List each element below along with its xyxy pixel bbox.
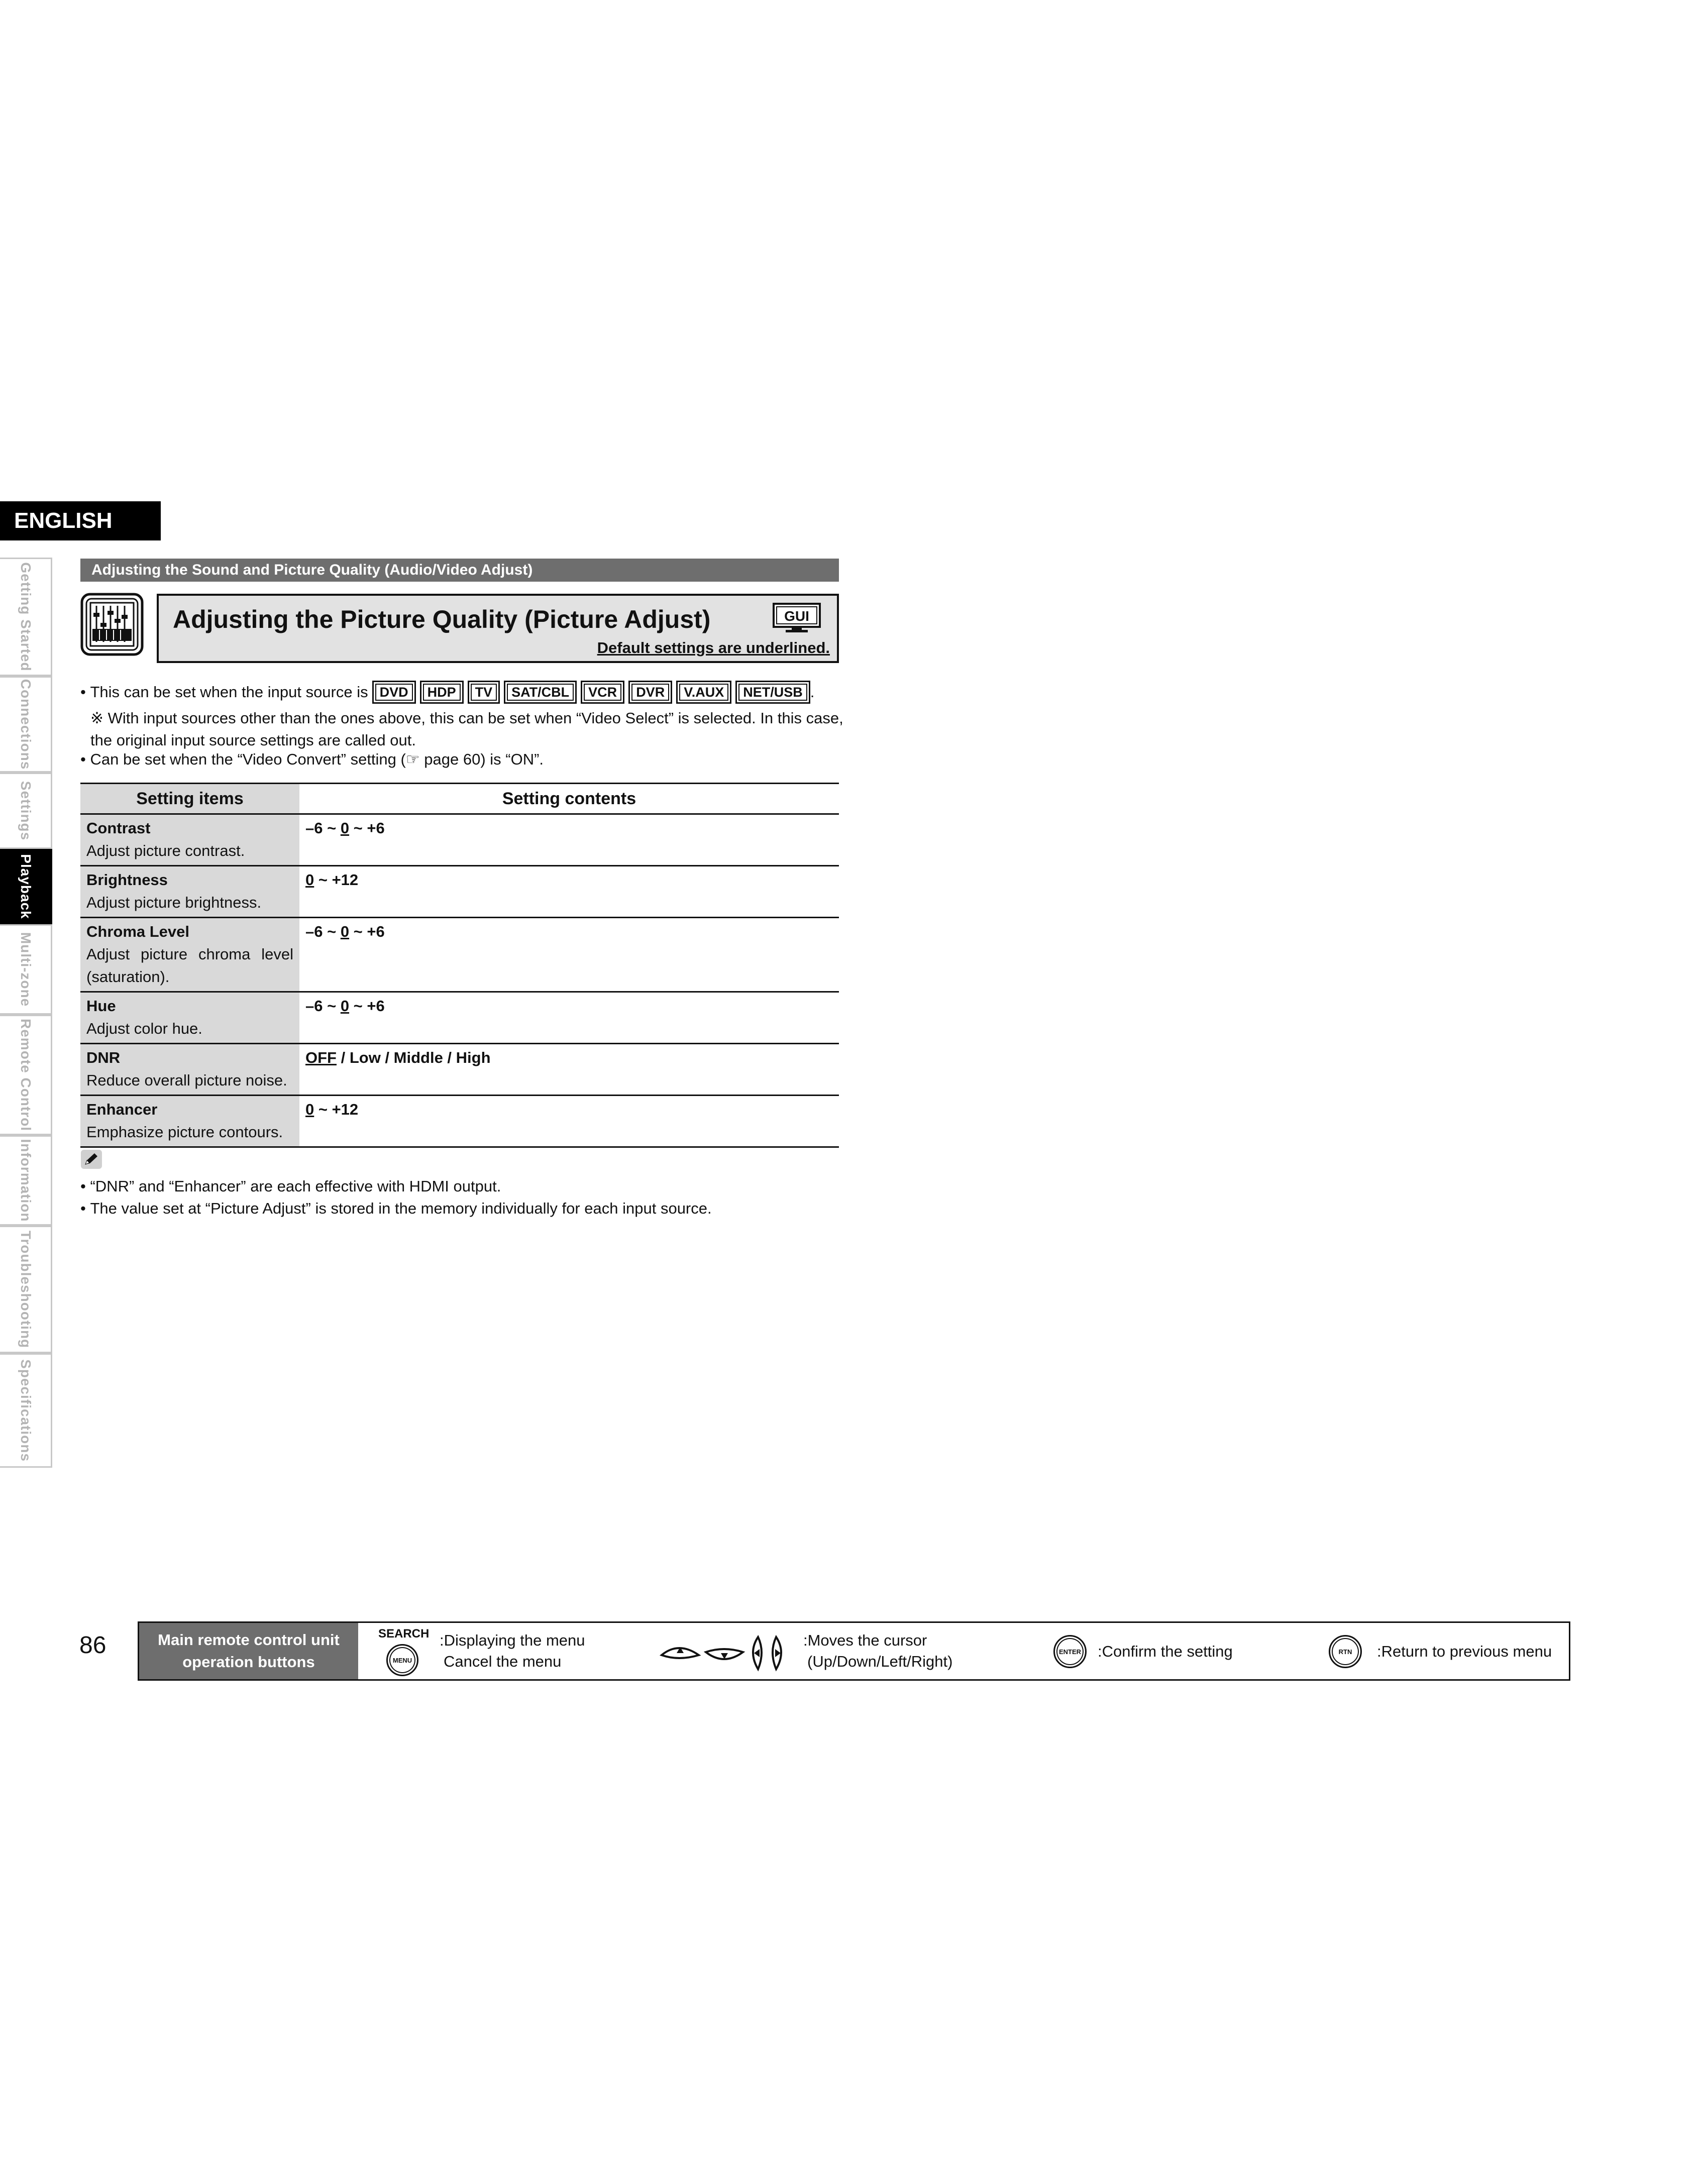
range-suffix: ~ +6 — [349, 923, 385, 940]
setting-item-cell — [80, 866, 299, 918]
table-row — [80, 1096, 839, 1147]
setting-description: Adjust picture contrast. — [86, 842, 245, 859]
bullet: • — [80, 750, 90, 768]
setting-contents-cell — [299, 992, 839, 1044]
setting-contents-cell — [299, 918, 839, 992]
memo-note-text: “DNR” and “Enhancer” are each effective with HDMI output. — [90, 1177, 501, 1195]
default-settings-note: Default settings are underlined. — [597, 639, 830, 657]
setting-item-cell — [80, 992, 299, 1044]
setting-item-cell — [80, 1096, 299, 1147]
menu-desc-line2: Cancel the menu — [444, 1653, 562, 1670]
enter-button-icon — [1053, 1635, 1087, 1668]
table-header-row — [80, 784, 839, 814]
nav-tab-label: Remote Control — [18, 1019, 34, 1131]
setting-name: Hue — [86, 997, 116, 1015]
source-badge-dvr: DVR — [628, 681, 672, 704]
setting-description: Reduce overall picture noise. — [86, 1071, 287, 1089]
setting-contents-cell — [299, 814, 839, 866]
default-value: 0 — [340, 997, 350, 1015]
title-box — [157, 594, 839, 663]
setting-name: Enhancer — [86, 1101, 158, 1118]
note-other-sources: ※ With input sources other than the ones above, this can be set when “Video Select” is selected. In this case, the original input source settings are called out. — [90, 709, 843, 749]
input-source-note — [80, 679, 844, 705]
default-value: OFF — [305, 1049, 337, 1066]
source-badge-hdp: HDP — [420, 681, 464, 704]
nav-tab-connections[interactable] — [0, 676, 52, 773]
menu-button-icon — [386, 1644, 418, 1676]
table-row — [80, 1044, 839, 1096]
setting-name: Brightness — [86, 871, 168, 889]
nav-tab-troubleshooting[interactable] — [0, 1226, 52, 1353]
input-source-end: . — [810, 683, 815, 701]
memo-note — [80, 1197, 844, 1220]
nav-tab-label: Troubleshooting — [18, 1230, 34, 1349]
table-row — [80, 918, 839, 992]
nav-tab-label: Specifications — [18, 1359, 34, 1462]
range-prefix: –6 ~ — [305, 819, 341, 837]
source-badge-sat-cbl: SAT/CBL — [504, 681, 577, 704]
note-video-convert-text: Can be set when the “Video Convert” setting (☞ page 60) is “ON”. — [90, 750, 544, 768]
enter-button-label: ENTER — [1058, 1648, 1082, 1656]
nav-tab-label: Connections — [18, 679, 34, 770]
setting-name: Chroma Level — [86, 923, 190, 940]
nav-tab-playback[interactable] — [0, 849, 52, 924]
source-badge-dvd: DVD — [372, 681, 416, 704]
header-setting-items: Setting items — [80, 784, 299, 814]
header-setting-contents: Setting contents — [299, 784, 839, 814]
bullet: • — [80, 1177, 90, 1195]
setting-description: Adjust color hue. — [86, 1020, 202, 1037]
side-nav — [0, 558, 52, 1468]
range-suffix: ~ +6 — [349, 997, 385, 1015]
nav-tab-label: Information — [18, 1139, 34, 1222]
range-suffix: ~ +12 — [314, 871, 359, 889]
range-prefix: –6 ~ — [305, 997, 341, 1015]
range-suffix: ~ +6 — [349, 819, 385, 837]
nav-tab-remote-control[interactable] — [0, 1015, 52, 1135]
gui-badge-text: GUI — [784, 608, 809, 624]
setting-item-cell — [80, 1044, 299, 1096]
memo-note — [80, 1175, 844, 1197]
source-badge-tv: TV — [468, 681, 500, 704]
nav-tab-information[interactable] — [0, 1135, 52, 1226]
nav-tab-specifications[interactable] — [0, 1353, 52, 1468]
default-value: 0 — [340, 819, 350, 837]
section-title-bar: Adjusting the Sound and Picture Quality (Audio/Video Adjust) — [80, 559, 839, 582]
range-prefix: –6 ~ — [305, 923, 341, 940]
default-value: 0 — [340, 923, 350, 940]
range-suffix: ~ +12 — [314, 1101, 359, 1118]
table-row — [80, 866, 839, 918]
return-desc: :Return to previous menu — [1377, 1643, 1552, 1660]
input-source-intro: This can be set when the input source is — [90, 683, 368, 701]
menu-button-label: MENU — [392, 1656, 412, 1664]
setting-description: Adjust picture brightness. — [86, 894, 262, 911]
range-suffix: / Low / Middle / High — [337, 1049, 491, 1066]
enter-desc: :Confirm the setting — [1098, 1643, 1233, 1660]
nav-tab-label: Multi-zone — [18, 932, 34, 1007]
source-badge-vcr: VCR — [581, 681, 624, 704]
search-label: SEARCH — [378, 1627, 430, 1641]
settings-table — [80, 783, 839, 1148]
page-title: Adjusting the Picture Quality (Picture Adjust) — [173, 605, 711, 633]
menu-desc-line1: :Displaying the menu — [440, 1631, 585, 1649]
language-tab: ENGLISH — [0, 501, 161, 540]
setting-item-cell — [80, 814, 299, 866]
note-video-convert — [80, 748, 844, 771]
source-badge-vaux: V.AUX — [676, 681, 731, 704]
nav-tab-label: Playback — [18, 854, 34, 919]
nav-tab-settings[interactable] — [0, 773, 52, 849]
setting-item-cell — [80, 918, 299, 992]
return-button-icon — [1329, 1635, 1362, 1668]
cursor-desc-line2: (Up/Down/Left/Right) — [807, 1653, 953, 1670]
setting-contents-cell — [299, 1044, 839, 1096]
table-row — [80, 814, 839, 866]
bullet: • — [80, 1200, 90, 1217]
nav-tab-label: Getting Started — [18, 562, 34, 672]
memo-note-text: The value set at “Picture Adjust” is stored in the memory individually for each input source. — [90, 1200, 712, 1217]
default-value: 0 — [305, 871, 314, 889]
setting-description: Adjust picture chroma level (saturation). — [86, 945, 293, 986]
remote-buttons-legend — [138, 1621, 1570, 1681]
nav-tab-multi-zone[interactable] — [0, 924, 52, 1015]
source-badge-net-usb: NET/USB — [735, 681, 810, 704]
cursor-buttons-icon — [659, 1631, 789, 1673]
picture-adjust-icon — [80, 593, 144, 656]
nav-tab-getting-started[interactable] — [0, 558, 52, 676]
setting-name: Contrast — [86, 819, 151, 837]
setting-name: DNR — [86, 1049, 121, 1066]
setting-description: Emphasize picture contours. — [86, 1123, 283, 1141]
default-value: 0 — [305, 1101, 314, 1118]
cursor-desc-line1: :Moves the cursor — [803, 1631, 927, 1649]
setting-contents-cell — [299, 1096, 839, 1147]
pencil-memo-icon — [80, 1149, 102, 1169]
legend-heading: Main remote control unit operation buttons — [139, 1623, 358, 1679]
nav-tab-label: Settings — [18, 781, 34, 841]
table-row — [80, 992, 839, 1044]
gui-badge — [773, 603, 821, 634]
page-number: 86 — [79, 1632, 106, 1659]
setting-contents-cell — [299, 866, 839, 918]
bullet: • — [80, 683, 90, 701]
return-button-label: RTN — [1338, 1648, 1352, 1656]
